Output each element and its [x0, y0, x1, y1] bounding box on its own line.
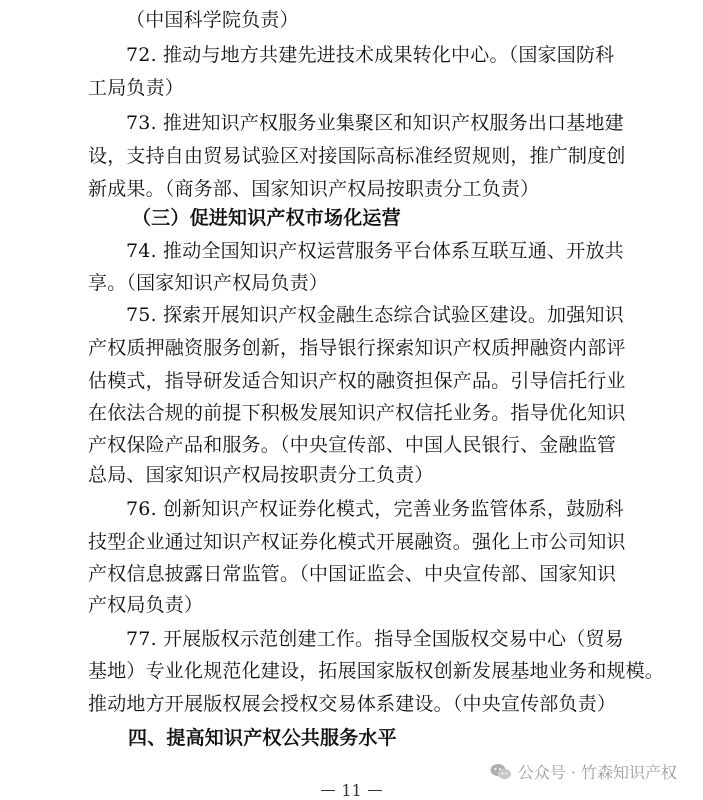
page-footer [0, 776, 703, 800]
text-line: 产权局负责） [88, 594, 204, 616]
text-line: （中国科学院负责） [126, 9, 299, 31]
text-line: 设，支持自由贸易试验区对接国际高标准经贸规则，推广制度创 [88, 145, 626, 167]
text-line: 推动地方开展版权展会授权交易体系建设。（中央宣传部负责） [88, 693, 617, 715]
watermark-text: 公众号 · 竹森知识产权 [517, 763, 677, 782]
text-line: 基地）专业化规范化建设，拓展国家版权创新发展基地业务和规模。 [88, 660, 665, 682]
text-line: 74. 推动全国知识产权运营服务平台体系互联互通、开放共 [126, 240, 624, 262]
text-line: 技型企业通过知识产权证券化模式开展融资。强化上市公司知识 [88, 531, 626, 553]
section-heading: 四、提高知识产权公共服务水平 [128, 727, 397, 749]
section-heading: （三）促进知识产权市场化运营 [132, 207, 401, 229]
dash-right [368, 790, 382, 791]
text-line: 77. 开展版权示范创建工作。指导全国版权交易中心（贸易 [126, 628, 624, 650]
text-line: 73. 推进知识产权服务业集聚区和知识产权服务出口基地建 [126, 112, 624, 134]
text-line: 76. 创新知识产权证券化模式，完善业务监管体系，鼓励科 [126, 498, 624, 520]
text-line: 享。（国家知识产权局负责） [88, 272, 329, 294]
text-line: 工局负责） [88, 77, 185, 99]
text-line: 产权质押融资服务创新，指导银行探索知识产权质押融资内部评 [88, 337, 626, 359]
dash-left [321, 790, 335, 791]
text-line: 72. 推动与地方共建先进技术成果转化中心。（国家国防科 [126, 44, 615, 66]
text-line: 75. 探索开展知识产权金融生态综合试验区建设。加强知识 [126, 304, 624, 326]
page-number: 11 [341, 781, 362, 800]
text-line: 新成果。（商务部、国家知识产权局按职责分工负责） [88, 178, 540, 200]
text-line: 总局、国家知识产权局按职责分工负责） [88, 464, 434, 486]
text-line: 估模式，指导研发适合知识产权的融资担保产品。引导信托行业 [88, 370, 626, 392]
text-line: 在依法合规的前提下积极发展知识产权信托业务。指导优化知识 [88, 402, 626, 424]
text-line: 产权保险产品和服务。（中央宣传部、中国人民银行、金融监管 [88, 434, 617, 456]
text-line: 产权信息披露日常监管。（中国证监会、中央宣传部、国家知识 [88, 563, 617, 585]
